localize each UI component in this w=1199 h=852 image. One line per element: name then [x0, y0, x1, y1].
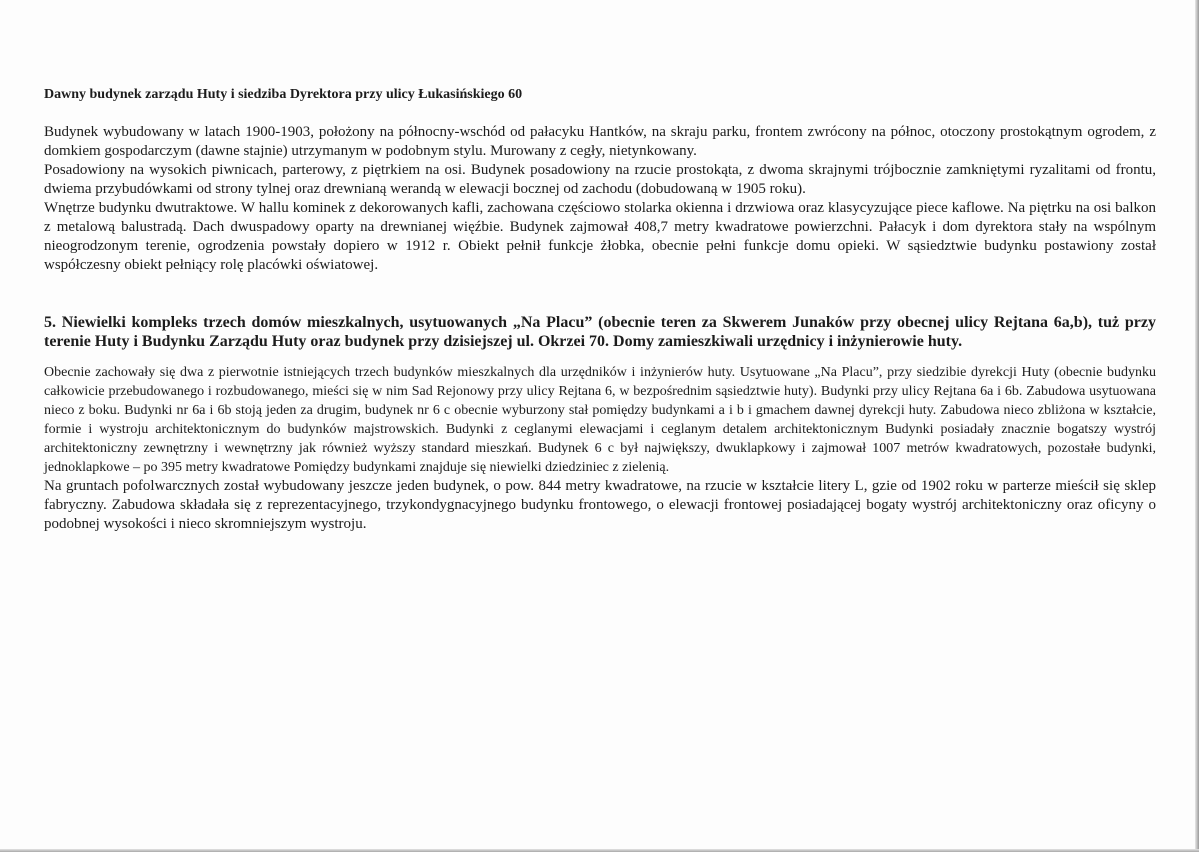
section-2-paragraph-2: Na gruntach pofolwarcznych został wybudowany jeszcze jeden budynek, o pow. 844 metry kwadratowe, na rzucie w kształcie litery L, gzie od 1902 roku w parterze mieścił się sklep fabryczny. Zabudowa składała się z reprezentacyjnego, trzykondygnacyjnego budynku frontowego, o elewacji frontowej posiadającej bogaty wystrój architektoniczny oraz oficyny o podobnej wysokości i nieco skromniejszym wystroju. [44, 478, 1156, 532]
section-1-paragraph-2: Posadowiony na wysokich piwnicach, parterowy, z piętrkiem na osi. Budynek posadowiony na rzucie prostokąta, z dwoma skrajnymi trójbocznie zamkniętymi ryzalitami od frontu, dwiema przybudówkami od strony tylnej oraz drewnianą werandą w elewacji bocznej od zachodu (dobudowaną w 1905 roku). [44, 162, 1156, 197]
scan-edge-right [1195, 0, 1199, 852]
section-2-paragraph-1: Obecnie zachowały się dwa z pierwotnie istniejących trzech budynków mieszkalnych dla urzędników i inżynierów huty. Usytuowane „Na Placu”, przy siedzibie dyrekcji Huty (obecnie budynku całkowicie przebudowanego i rozbudowanego, mieści się w nim Sad Rejonowy przy ulicy Rejtana 6, w bezpośrednim sąsiedztwie huty). Budynki przy ulicy Rejtana 6a i 6b. Zabudowa usytuowana nieco z boku. Budynki nr 6a i 6b stoją jeden za drugim, budynek nr 6 c obecnie wyburzony stał pomiędzy budynkami a i b i gmachem dawnej dyrekcji huty. Zabudowa nieco zbliżona w kształcie, formie i wystroju architektonicznym do budynków majstrowskich. Budynki z ceglanymi elewacjami i ceglanym detalem architektonicznym Budynki posiadały znacznie bogatszy wystrój architektoniczny zewnętrzny i wewnętrzny jak również wyższy standard mieszkań. Budynek 6 c był największy, dwuklapkowy i zajmował 1007 metrów kwadratowych, pozostałe budynki, jednoklapkowe – po 395 metry kwadratowe Pomiędzy budynkami znajduje się niewielki dziedziniec z zielenią. [44, 365, 1156, 475]
section-1-heading: Dawny budynek zarządu Huty i siedziba Dyrektora przy ulicy Łukasińskiego 60 [44, 87, 523, 102]
section-1-paragraph-3: Wnętrze budynku dwutraktowe. W hallu kominek z dekorowanych kafli, zachowana częściowo stolarka okienna i drzwiowa oraz klasycyzujące piece kaflowe. Na piętrku na osi balkon z metalową balustradą. Dach dwuspadowy oparty na drewnianej więźbie. Budynek zajmował 408,7 metry kwadratowe powierzchni. Pałacyk i dom dyrektora stały na wspólnym nieogrodzonym terenie, ogrodzenia powstały dopiero w 1912 r. Obiekt pełnił funkcje żłobka, obecnie pełni funkcje domu opieki. W sąsiedztwie budynku postawiony został współczesny obiekt pełniący rolę placówki oświatowej. [44, 200, 1156, 273]
section-spacer [44, 275, 1156, 313]
section-1-paragraph-1: Budynek wybudowany w latach 1900-1903, położony na północny-wschód od pałacyku Hantków, na skraju parku, frontem zwrócony na północ, otoczony prostokątnym ogrodem, z domkiem gospodarczym (dawne stajnie) utrzymanym w podobnym stylu. Murowany z cegły, nietynkowany. [44, 124, 1156, 159]
section-2-heading: 5. Niewielki kompleks trzech domów mieszkalnych, usytuowanych „Na Placu” (obecnie teren za Skwerem Junaków przy obecnej ulicy Rejtana 6a,b), tuż przy terenie Huty i Budynku Zarządu Huty oraz budynek przy dzisiejszej ul. Okrzei 70. Domy zamieszkiwali urzędnicy i inżynierowie huty. [44, 314, 1156, 350]
document-body [44, 86, 1156, 534]
